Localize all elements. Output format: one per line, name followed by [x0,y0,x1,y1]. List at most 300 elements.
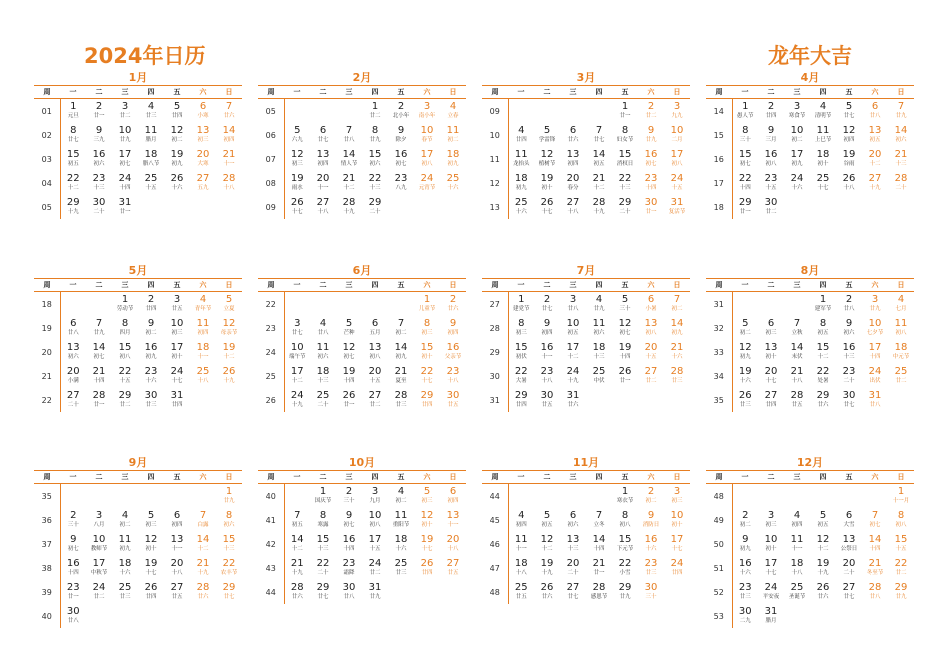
day-cell[interactable] [284,364,310,388]
day-cell[interactable] [216,316,242,340]
day-cell[interactable] [336,123,362,147]
day-cell[interactable] [86,123,112,147]
day-cell[interactable] [190,316,216,340]
day-cell[interactable] [560,556,586,580]
day-cell[interactable] [836,316,862,340]
day-cell[interactable] [310,340,336,364]
day-cell[interactable] [664,316,690,340]
day-cell[interactable] [362,508,388,532]
day-cell[interactable] [388,147,414,171]
day-cell[interactable] [112,99,138,124]
day-cell[interactable] [216,147,242,171]
day-cell[interactable] [362,388,388,412]
day-cell[interactable] [284,147,310,171]
day-cell[interactable] [60,171,86,195]
day-cell[interactable] [164,316,190,340]
day-cell[interactable] [560,123,586,147]
day-cell[interactable] [190,123,216,147]
day-cell[interactable] [362,340,388,364]
day-cell[interactable] [388,484,414,509]
day-cell[interactable] [190,171,216,195]
day-cell[interactable] [336,195,362,219]
day-cell[interactable] [638,171,664,195]
day-cell[interactable] [138,147,164,171]
day-cell[interactable] [784,556,810,580]
day-cell[interactable] [190,556,216,580]
day-cell[interactable] [164,99,190,124]
day-cell[interactable] [138,316,164,340]
day-cell[interactable] [836,580,862,604]
day-cell[interactable] [534,292,560,317]
day-cell[interactable] [560,388,586,412]
day-cell[interactable] [784,316,810,340]
day-cell[interactable] [664,484,690,509]
day-cell[interactable] [836,364,862,388]
day-cell[interactable] [388,340,414,364]
day-cell[interactable] [190,99,216,124]
day-cell[interactable] [638,508,664,532]
day-cell[interactable] [310,508,336,532]
day-cell[interactable] [560,364,586,388]
day-cell[interactable] [810,364,836,388]
day-cell[interactable] [810,99,836,124]
day-cell[interactable] [414,171,440,195]
day-cell[interactable] [508,195,534,219]
day-cell[interactable] [414,484,440,509]
day-cell[interactable] [638,580,664,604]
day-cell[interactable] [310,123,336,147]
day-cell[interactable] [190,580,216,604]
day-cell[interactable] [60,123,86,147]
day-cell[interactable] [638,99,664,124]
day-cell[interactable] [336,340,362,364]
day-cell[interactable] [414,147,440,171]
day-cell[interactable] [138,340,164,364]
day-cell[interactable] [508,292,534,317]
day-cell[interactable] [138,532,164,556]
day-cell[interactable] [560,171,586,195]
day-cell[interactable] [86,147,112,171]
day-cell[interactable] [810,580,836,604]
day-cell[interactable] [784,388,810,412]
day-cell[interactable] [758,604,784,628]
day-cell[interactable] [508,532,534,556]
day-cell[interactable] [836,171,862,195]
day-cell[interactable] [388,316,414,340]
day-cell[interactable] [758,171,784,195]
day-cell[interactable] [440,340,466,364]
day-cell[interactable] [888,292,914,317]
day-cell[interactable] [336,147,362,171]
day-cell[interactable] [560,316,586,340]
day-cell[interactable] [164,340,190,364]
day-cell[interactable] [784,147,810,171]
day-cell[interactable] [758,340,784,364]
day-cell[interactable] [310,388,336,412]
day-cell[interactable] [862,532,888,556]
day-cell[interactable] [216,171,242,195]
day-cell[interactable] [664,99,690,124]
day-cell[interactable] [638,195,664,219]
day-cell[interactable] [362,195,388,219]
day-cell[interactable] [836,388,862,412]
day-cell[interactable] [112,195,138,219]
day-cell[interactable] [862,364,888,388]
day-cell[interactable] [440,292,466,317]
day-cell[interactable] [164,556,190,580]
day-cell[interactable] [336,388,362,412]
day-cell[interactable] [284,388,310,412]
day-cell[interactable] [560,532,586,556]
day-cell[interactable] [388,388,414,412]
day-cell[interactable] [86,388,112,412]
day-cell[interactable] [758,532,784,556]
day-cell[interactable] [732,340,758,364]
day-cell[interactable] [888,484,914,509]
day-cell[interactable] [138,388,164,412]
day-cell[interactable] [758,316,784,340]
day-cell[interactable] [732,195,758,219]
day-cell[interactable] [836,123,862,147]
day-cell[interactable] [440,556,466,580]
day-cell[interactable] [284,123,310,147]
day-cell[interactable] [138,99,164,124]
day-cell[interactable] [732,604,758,628]
day-cell[interactable] [508,123,534,147]
day-cell[interactable] [284,171,310,195]
day-cell[interactable] [862,508,888,532]
day-cell[interactable] [284,556,310,580]
day-cell[interactable] [836,340,862,364]
day-cell[interactable] [336,532,362,556]
day-cell[interactable] [888,316,914,340]
day-cell[interactable] [836,532,862,556]
day-cell[interactable] [216,556,242,580]
day-cell[interactable] [336,508,362,532]
day-cell[interactable] [336,484,362,509]
day-cell[interactable] [310,171,336,195]
day-cell[interactable] [560,195,586,219]
day-cell[interactable] [888,364,914,388]
day-cell[interactable] [784,340,810,364]
day-cell[interactable] [810,388,836,412]
day-cell[interactable] [414,532,440,556]
day-cell[interactable] [164,532,190,556]
day-cell[interactable] [560,340,586,364]
day-cell[interactable] [284,195,310,219]
day-cell[interactable] [216,484,242,509]
day-cell[interactable] [534,388,560,412]
day-cell[interactable] [138,171,164,195]
day-cell[interactable] [638,292,664,317]
day-cell[interactable] [190,292,216,317]
day-cell[interactable] [440,147,466,171]
day-cell[interactable] [586,123,612,147]
day-cell[interactable] [86,508,112,532]
day-cell[interactable] [216,364,242,388]
day-cell[interactable] [586,292,612,317]
day-cell[interactable] [758,99,784,124]
day-cell[interactable] [612,364,638,388]
day-cell[interactable] [440,123,466,147]
day-cell[interactable] [112,364,138,388]
day-cell[interactable] [862,388,888,412]
day-cell[interactable] [86,532,112,556]
day-cell[interactable] [586,532,612,556]
day-cell[interactable] [388,123,414,147]
day-cell[interactable] [836,508,862,532]
day-cell[interactable] [164,147,190,171]
day-cell[interactable] [138,556,164,580]
day-cell[interactable] [862,556,888,580]
day-cell[interactable] [216,123,242,147]
day-cell[interactable] [284,316,310,340]
day-cell[interactable] [86,195,112,219]
day-cell[interactable] [60,388,86,412]
day-cell[interactable] [586,580,612,604]
day-cell[interactable] [664,147,690,171]
day-cell[interactable] [534,532,560,556]
day-cell[interactable] [414,316,440,340]
day-cell[interactable] [534,195,560,219]
day-cell[interactable] [112,123,138,147]
day-cell[interactable] [414,388,440,412]
day-cell[interactable] [508,316,534,340]
day-cell[interactable] [560,147,586,171]
day-cell[interactable] [560,508,586,532]
day-cell[interactable] [414,340,440,364]
day-cell[interactable] [164,364,190,388]
day-cell[interactable] [784,364,810,388]
day-cell[interactable] [310,316,336,340]
day-cell[interactable] [612,292,638,317]
day-cell[interactable] [508,388,534,412]
day-cell[interactable] [164,388,190,412]
day-cell[interactable] [508,556,534,580]
day-cell[interactable] [216,532,242,556]
day-cell[interactable] [310,364,336,388]
day-cell[interactable] [216,292,242,317]
day-cell[interactable] [440,171,466,195]
day-cell[interactable] [508,364,534,388]
day-cell[interactable] [534,171,560,195]
day-cell[interactable] [138,292,164,317]
day-cell[interactable] [534,123,560,147]
day-cell[interactable] [86,99,112,124]
day-cell[interactable] [758,556,784,580]
day-cell[interactable] [612,580,638,604]
day-cell[interactable] [112,388,138,412]
day-cell[interactable] [388,364,414,388]
day-cell[interactable] [888,147,914,171]
day-cell[interactable] [664,556,690,580]
day-cell[interactable] [888,508,914,532]
day-cell[interactable] [836,292,862,317]
day-cell[interactable] [336,364,362,388]
day-cell[interactable] [862,292,888,317]
day-cell[interactable] [310,484,336,509]
day-cell[interactable] [414,123,440,147]
day-cell[interactable] [60,364,86,388]
day-cell[interactable] [112,316,138,340]
day-cell[interactable] [888,556,914,580]
day-cell[interactable] [836,556,862,580]
day-cell[interactable] [86,340,112,364]
day-cell[interactable] [138,364,164,388]
day-cell[interactable] [810,147,836,171]
day-cell[interactable] [810,532,836,556]
day-cell[interactable] [612,99,638,124]
day-cell[interactable] [310,532,336,556]
day-cell[interactable] [638,123,664,147]
day-cell[interactable] [758,147,784,171]
day-cell[interactable] [112,556,138,580]
day-cell[interactable] [586,195,612,219]
day-cell[interactable] [112,580,138,604]
day-cell[interactable] [190,340,216,364]
day-cell[interactable] [888,99,914,124]
day-cell[interactable] [60,147,86,171]
day-cell[interactable] [138,580,164,604]
day-cell[interactable] [888,580,914,604]
day-cell[interactable] [534,508,560,532]
day-cell[interactable] [112,508,138,532]
day-cell[interactable] [664,340,690,364]
day-cell[interactable] [732,147,758,171]
day-cell[interactable] [60,580,86,604]
day-cell[interactable] [336,580,362,604]
day-cell[interactable] [310,147,336,171]
day-cell[interactable] [732,364,758,388]
day-cell[interactable] [586,364,612,388]
day-cell[interactable] [362,580,388,604]
day-cell[interactable] [732,532,758,556]
day-cell[interactable] [810,340,836,364]
day-cell[interactable] [612,195,638,219]
day-cell[interactable] [440,316,466,340]
day-cell[interactable] [664,292,690,317]
day-cell[interactable] [86,556,112,580]
day-cell[interactable] [508,340,534,364]
day-cell[interactable] [888,123,914,147]
day-cell[interactable] [560,580,586,604]
day-cell[interactable] [284,508,310,532]
day-cell[interactable] [664,364,690,388]
day-cell[interactable] [440,388,466,412]
day-cell[interactable] [534,316,560,340]
day-cell[interactable] [810,316,836,340]
day-cell[interactable] [586,147,612,171]
day-cell[interactable] [560,292,586,317]
day-cell[interactable] [732,99,758,124]
day-cell[interactable] [112,147,138,171]
day-cell[interactable] [758,195,784,219]
day-cell[interactable] [732,556,758,580]
day-cell[interactable] [784,99,810,124]
day-cell[interactable] [836,99,862,124]
day-cell[interactable] [612,508,638,532]
day-cell[interactable] [86,316,112,340]
day-cell[interactable] [336,171,362,195]
day-cell[interactable] [638,532,664,556]
day-cell[interactable] [664,532,690,556]
day-cell[interactable] [362,123,388,147]
day-cell[interactable] [112,532,138,556]
day-cell[interactable] [60,195,86,219]
day-cell[interactable] [362,171,388,195]
day-cell[interactable] [810,123,836,147]
day-cell[interactable] [612,340,638,364]
day-cell[interactable] [612,147,638,171]
day-cell[interactable] [60,604,86,628]
day-cell[interactable] [388,171,414,195]
day-cell[interactable] [86,364,112,388]
day-cell[interactable] [86,171,112,195]
day-cell[interactable] [440,364,466,388]
day-cell[interactable] [784,580,810,604]
day-cell[interactable] [190,147,216,171]
day-cell[interactable] [362,532,388,556]
day-cell[interactable] [534,556,560,580]
day-cell[interactable] [758,580,784,604]
day-cell[interactable] [862,123,888,147]
day-cell[interactable] [60,340,86,364]
day-cell[interactable] [336,556,362,580]
day-cell[interactable] [440,484,466,509]
day-cell[interactable] [440,532,466,556]
day-cell[interactable] [216,99,242,124]
day-cell[interactable] [310,195,336,219]
day-cell[interactable] [586,508,612,532]
day-cell[interactable] [638,556,664,580]
day-cell[interactable] [534,364,560,388]
day-cell[interactable] [164,171,190,195]
day-cell[interactable] [888,532,914,556]
day-cell[interactable] [190,532,216,556]
day-cell[interactable] [112,340,138,364]
day-cell[interactable] [784,508,810,532]
day-cell[interactable] [612,484,638,509]
day-cell[interactable] [112,171,138,195]
day-cell[interactable] [534,340,560,364]
day-cell[interactable] [388,556,414,580]
day-cell[interactable] [638,147,664,171]
day-cell[interactable] [888,340,914,364]
day-cell[interactable] [534,147,560,171]
day-cell[interactable] [310,580,336,604]
day-cell[interactable] [362,316,388,340]
day-cell[interactable] [664,123,690,147]
day-cell[interactable] [586,340,612,364]
day-cell[interactable] [164,292,190,317]
day-cell[interactable] [586,556,612,580]
day-cell[interactable] [758,388,784,412]
day-cell[interactable] [414,556,440,580]
day-cell[interactable] [638,484,664,509]
day-cell[interactable] [414,292,440,317]
day-cell[interactable] [732,123,758,147]
day-cell[interactable] [810,508,836,532]
day-cell[interactable] [862,99,888,124]
day-cell[interactable] [336,316,362,340]
day-cell[interactable] [836,147,862,171]
day-cell[interactable] [612,532,638,556]
day-cell[interactable] [362,147,388,171]
day-cell[interactable] [284,340,310,364]
day-cell[interactable] [612,171,638,195]
day-cell[interactable] [534,580,560,604]
day-cell[interactable] [138,123,164,147]
